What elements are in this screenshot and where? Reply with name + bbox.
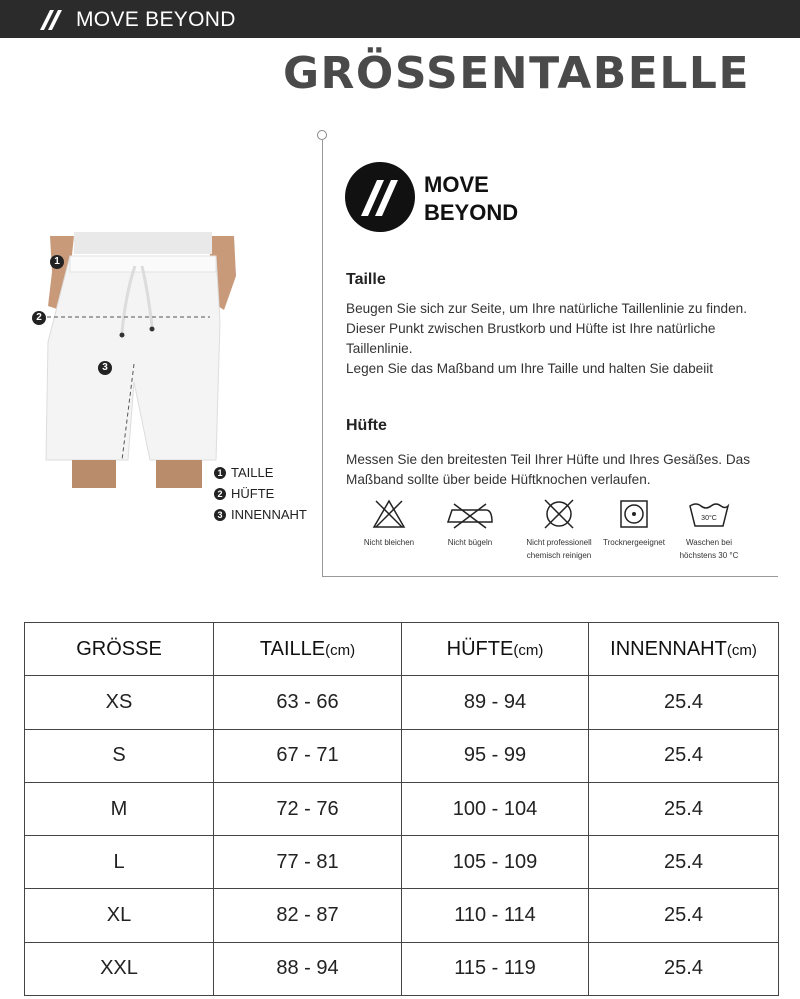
care-wash-30: 30°C Waschen bei höchstens 30 °C — [669, 498, 749, 562]
cell-waist: 88 - 94 — [214, 942, 402, 995]
waist-description-2: Legen Sie das Maßband um Ihre Taille und halten Sie dabeiit — [346, 361, 714, 376]
move-beyond-logo-icon — [345, 162, 415, 232]
shorts-photo — [30, 232, 240, 492]
cell-size: S — [25, 729, 214, 782]
cell-hip: 95 - 99 — [402, 729, 589, 782]
header-waist: TAILLE(cm) — [214, 623, 402, 676]
cell-size: XS — [25, 676, 214, 729]
cell-hip: 89 - 94 — [402, 676, 589, 729]
move-beyond-logo-icon — [38, 6, 64, 32]
table-row — [25, 782, 779, 835]
header-hip: HÜFTE(cm) — [402, 623, 589, 676]
cell-inseam: 25.4 — [589, 782, 779, 835]
no-iron-icon — [442, 498, 498, 530]
cell-size: L — [25, 836, 214, 889]
cell-inseam: 25.4 — [589, 836, 779, 889]
header-bar — [0, 0, 800, 38]
care-no-dry-clean: Nicht professionell chemisch reinigen — [519, 498, 599, 562]
care-no-iron: Nicht bügeln — [430, 498, 510, 549]
info-panel-dot — [317, 130, 327, 140]
svg-text:30°C: 30°C — [701, 515, 717, 522]
table-row — [25, 676, 779, 729]
cell-waist: 63 - 66 — [214, 676, 402, 729]
cell-waist: 77 - 81 — [214, 836, 402, 889]
table-row — [25, 942, 779, 995]
no-bleach-icon — [371, 498, 407, 530]
cell-inseam: 25.4 — [589, 729, 779, 782]
waist-description: Beugen Sie sich zur Seite, um Ihre natürliche Taillenlinie zu finden. Dieser Punkt zwischen Brustkorb und Hüfte ist Ihre natürliche Taillenlinie. — [346, 301, 747, 356]
cell-size: XL — [25, 889, 214, 942]
cell-inseam: 25.4 — [589, 676, 779, 729]
info-panel-border — [322, 140, 323, 576]
table-row — [25, 836, 779, 889]
size-table — [24, 622, 779, 996]
legend-item-hip: 2 HÜFTE — [214, 483, 307, 504]
legend-item-waist: 1 TAILLE — [214, 462, 307, 483]
cell-waist: 82 - 87 — [214, 889, 402, 942]
care-tumble-dry: Trocknergeeignet — [594, 498, 674, 549]
cell-hip: 115 - 119 — [402, 942, 589, 995]
table-header-row — [25, 623, 779, 676]
measure-badge-3: 3 — [98, 361, 112, 375]
measure-badge-1: 1 — [50, 255, 64, 269]
header-size: GRÖSSE — [25, 623, 214, 676]
cell-hip: 100 - 104 — [402, 782, 589, 835]
page-title: GRÖSSENTABELLE — [282, 48, 750, 99]
cell-waist: 72 - 76 — [214, 782, 402, 835]
tumble-dry-icon — [618, 498, 650, 530]
no-dry-clean-icon — [541, 498, 577, 530]
brand-logo-text: MOVE BEYOND — [424, 172, 519, 225]
hip-title: Hüfte — [346, 417, 387, 434]
measurement-legend — [214, 462, 307, 525]
brand-name: MOVE BEYOND — [76, 8, 236, 31]
legend-item-inseam: 3 INNENNAHT — [214, 504, 307, 525]
care-no-bleach: Nicht bleichen — [349, 498, 429, 549]
table-row — [25, 729, 779, 782]
cell-hip: 105 - 109 — [402, 836, 589, 889]
brand-logo-circle — [345, 162, 415, 232]
info-panel-bottom-border — [322, 576, 778, 577]
measure-badge-2: 2 — [32, 311, 46, 325]
cell-hip: 110 - 114 — [402, 889, 589, 942]
wash-30-icon — [687, 498, 731, 530]
cell-size: M — [25, 782, 214, 835]
cell-inseam: 25.4 — [589, 889, 779, 942]
cell-size: XXL — [25, 942, 214, 995]
header-inseam: INNENNAHT(cm) — [589, 623, 779, 676]
hip-description: Messen Sie den breitesten Teil Ihrer Hüfte und Ihres Gesäßes. Das Maßband sollte über beide Hüftknochen verlaufen. — [346, 452, 750, 487]
cell-waist: 67 - 71 — [214, 729, 402, 782]
cell-inseam: 25.4 — [589, 942, 779, 995]
table-row — [25, 889, 779, 942]
waist-title: Taille — [346, 271, 386, 288]
